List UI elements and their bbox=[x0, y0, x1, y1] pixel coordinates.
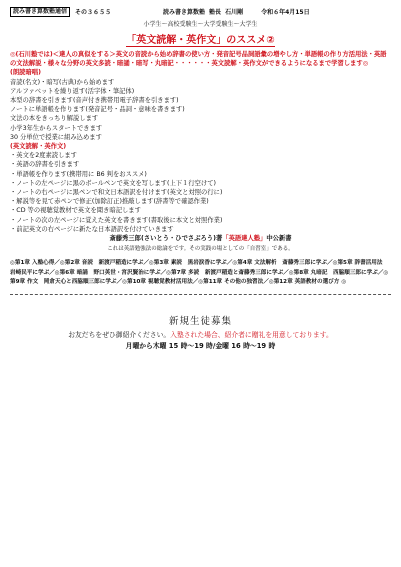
composition-item: ・解説等を見て赤ペンで修正(加除訂正)推敲します(辞書等で確認作業) bbox=[10, 198, 209, 206]
head-name: 石川剛 bbox=[225, 9, 244, 16]
composition-item: ・英語の辞書を引きます bbox=[10, 161, 80, 169]
reading-item: 30 分単位で授業に組み込めます bbox=[10, 133, 102, 141]
page-title-text: 「英文読解・英作文」のススメ② bbox=[126, 35, 275, 46]
composition-item: ・ノートの左ページに黒のボールペンで英文を写します(上下１行空けて) bbox=[10, 179, 216, 187]
author-kana: (さいとう・ひでさぶろう) bbox=[140, 235, 216, 243]
composition-item: ・ノートの右ページに黒ペンで和文日本語訳を付けます(英文と対照の行に) bbox=[10, 189, 223, 197]
author-connector: 著 bbox=[215, 235, 223, 243]
class-hours: 月曜から木曜 15 時～19 時/金曜 16 時～19 時 bbox=[125, 342, 276, 351]
chapter-list: ◎第1章 入塾心得／◎第2章 音読 新渡戸稲造に学ぶ／◎第3章 素読 黒岩涙香に学ぶ／◎第4章 文法解析 斎藤秀三郎に学ぶ／◎第5章 辞書活用法 岩崎民平に学ぶ／◎第6章 暗誦 野口英世・宮沢賢治に学ぶ／◎第7章 多読 新渡戸稲造と斎藤秀三郎に学ぶ／◎第8章 丸暗記 西脇順三郎に学ぶ／◎第9章 作文 岡倉天心と西脇順三郎に学ぶ／◎第10章 視聴覚教材活用法／◎第11章 その他の独習法／◎第12章 英語教材の選び方 ◎ bbox=[10, 260, 389, 285]
content-body bbox=[10, 50, 391, 254]
page-title bbox=[10, 31, 391, 46]
reading-item: 本型の辞書を引きます(音声付き携帯用電子辞書を引きます) bbox=[10, 97, 179, 105]
referral-bonus: 入塾された場合、紹介者に贈礼を用意しております。 bbox=[170, 331, 333, 340]
recruitment-title: 新規生徒募集 bbox=[168, 316, 232, 328]
section-heading-composition: (英文読解・英作文) bbox=[10, 143, 67, 151]
method-note: これは英語勉強法の総論をです。その実践の場としての「自習室」である。 bbox=[107, 246, 294, 253]
reading-item: ノートに単語帳を作ります(発音記号・品詞・意味を書きます) bbox=[10, 106, 185, 114]
reading-item: アルファベットを繰り返す(活字体・筆記体) bbox=[10, 87, 135, 95]
issue-date: 令和６年4月15日 bbox=[261, 9, 310, 16]
reading-item: 音読(名文)・暗写(古典)から始めます bbox=[10, 78, 115, 86]
composition-item: ・英文を2度素読します bbox=[10, 152, 77, 160]
newsletter-page bbox=[10, 6, 391, 350]
reading-item: 小学3年生からスタートできます bbox=[10, 124, 103, 132]
author-name: 斎藤秀三郎 bbox=[109, 235, 141, 243]
recruitment-block bbox=[10, 313, 391, 350]
issue-number: その３６５５ bbox=[75, 9, 112, 16]
referral-line bbox=[10, 329, 391, 339]
divider bbox=[10, 294, 391, 295]
referral-prefix: お友だちをぜひ御紹介ください。 bbox=[68, 331, 171, 340]
composition-item: ・ノートの次の左ページに覚えた英文を書きます(書取後に本文と対照作業) bbox=[10, 216, 223, 224]
head-title: 塾長 bbox=[209, 9, 222, 16]
school-name: 読み書き算数塾 bbox=[163, 9, 206, 16]
composition-item: ・単語帳を作ります(携帯用に B6 判をおススメ) bbox=[10, 170, 147, 178]
composition-item: ・前記英文の右ページに新たな日本語訳を付けていきます bbox=[10, 225, 174, 233]
newsletter-tag: 読み書き算数塾通信 bbox=[10, 7, 70, 17]
audience: 小学生～高校受験生～大学受験生～大学生 bbox=[143, 21, 258, 28]
book-publisher: 中公新書 bbox=[266, 235, 292, 243]
section-heading-reading: (朗読暗唱) bbox=[10, 69, 41, 77]
book-title: 「英語達人塾」 bbox=[222, 235, 267, 243]
book-reference bbox=[10, 234, 391, 243]
intro-paragraph: ◎(石川塾では)＜達人の真似をする＞英文の音読から始め辞書の使い方・発音記号品詞語彙の増やし方・単語帳の作り方活用法・英語の文法解説・様々な分野の英文多読・暗誦・暗写・丸暗記・・・・・・英文読解・英作文ができるようになるまで学習します◎ bbox=[10, 51, 387, 68]
reading-item: 文法の本をきっちり解説します bbox=[10, 115, 99, 123]
header bbox=[10, 6, 391, 17]
composition-item: ・CD 等の視聴覚教材で英文を聞き暗記します bbox=[10, 207, 141, 215]
